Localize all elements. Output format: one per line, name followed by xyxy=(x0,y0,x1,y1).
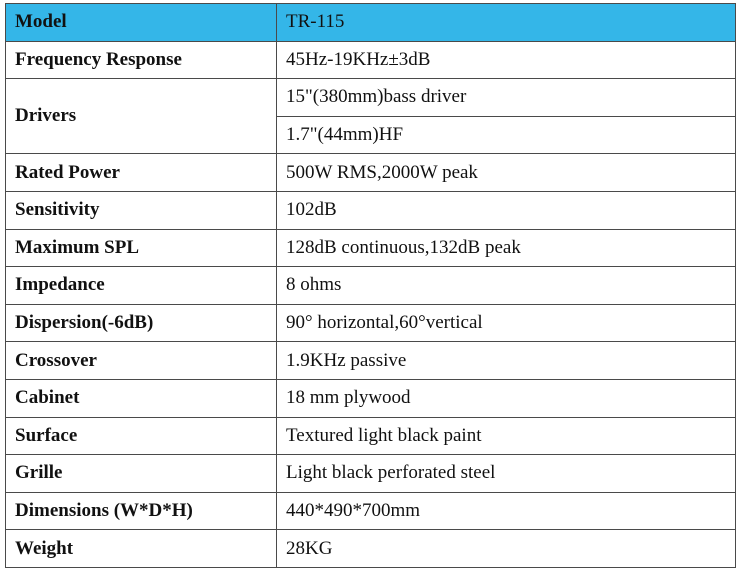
table-row-maximum-spl xyxy=(6,229,736,267)
row-label: Dispersion(-6dB) xyxy=(6,304,277,342)
row-label: Frequency Response xyxy=(6,41,277,79)
table-row-weight xyxy=(6,530,736,568)
row-label: Maximum SPL xyxy=(6,229,277,267)
table-row-sensitivity xyxy=(6,191,736,229)
row-value: 45Hz-19KHz±3dB xyxy=(277,41,736,79)
row-label: Grille xyxy=(6,455,277,493)
row-label: Crossover xyxy=(6,342,277,380)
row-value: 440*490*700mm xyxy=(277,492,736,530)
spec-table-container xyxy=(5,3,736,568)
row-value: 1.7"(44mm)HF xyxy=(277,116,736,154)
row-value: 500W RMS,2000W peak xyxy=(277,154,736,192)
table-row-grille xyxy=(6,455,736,493)
row-value: 8 ohms xyxy=(277,267,736,305)
table-row-dimensions xyxy=(6,492,736,530)
row-value: Textured light black paint xyxy=(277,417,736,455)
table-row-impedance xyxy=(6,267,736,305)
row-value: Light black perforated steel xyxy=(277,455,736,493)
row-value: 128dB continuous,132dB peak xyxy=(277,229,736,267)
row-label: Weight xyxy=(6,530,277,568)
row-value: 102dB xyxy=(277,191,736,229)
spec-table xyxy=(5,3,736,568)
table-row-dispersion xyxy=(6,304,736,342)
row-label: Impedance xyxy=(6,267,277,305)
table-row-frequency-response xyxy=(6,41,736,79)
row-label: Dimensions (W*D*H) xyxy=(6,492,277,530)
row-value: 15"(380mm)bass driver xyxy=(277,79,736,117)
row-label: Cabinet xyxy=(6,379,277,417)
row-label: Rated Power xyxy=(6,154,277,192)
table-row-crossover xyxy=(6,342,736,380)
row-label: Drivers xyxy=(6,79,277,154)
table-row-rated-power xyxy=(6,154,736,192)
table-row-surface xyxy=(6,417,736,455)
row-value: 1.9KHz passive xyxy=(277,342,736,380)
table-row-drivers xyxy=(6,79,736,117)
row-label: Sensitivity xyxy=(6,191,277,229)
row-value: 28KG xyxy=(277,530,736,568)
header-row xyxy=(6,4,736,42)
header-label: Model xyxy=(6,4,277,42)
row-value: 18 mm plywood xyxy=(277,379,736,417)
row-label: Surface xyxy=(6,417,277,455)
table-row-cabinet xyxy=(6,379,736,417)
row-value: 90° horizontal,60°vertical xyxy=(277,304,736,342)
header-value: TR-115 xyxy=(277,4,736,42)
